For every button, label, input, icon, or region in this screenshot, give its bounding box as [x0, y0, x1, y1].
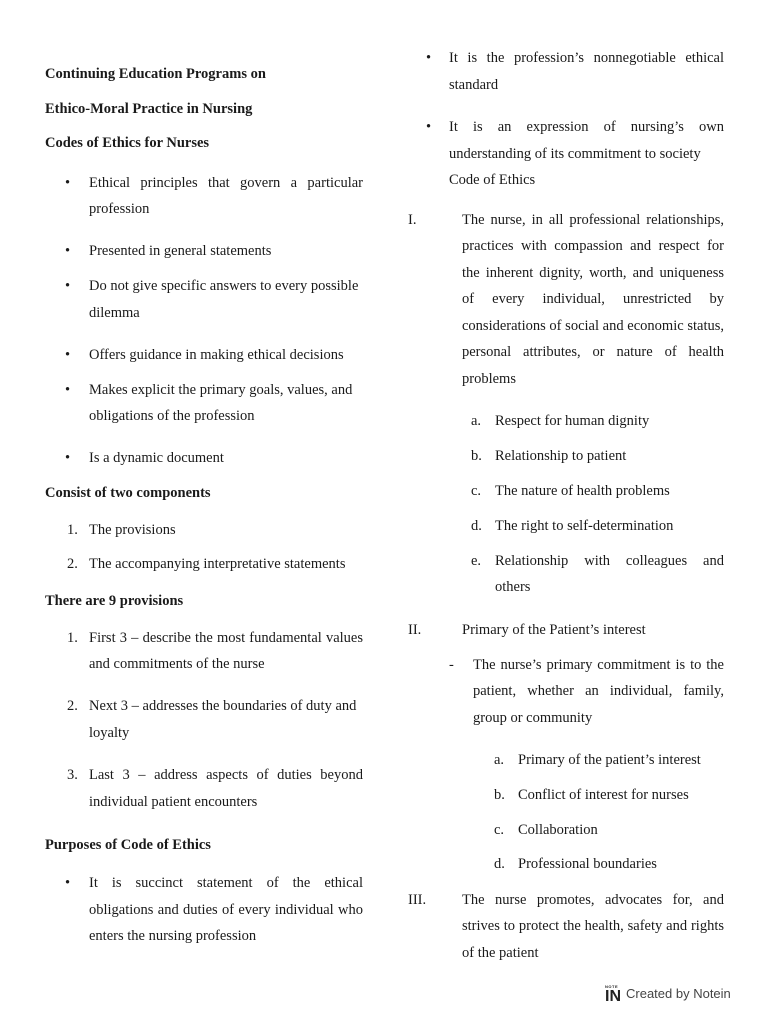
list-item: 1. First 3 – describe the most fundamental values and commitments of the nurse — [67, 629, 363, 672]
list-item: • Offers guidance in making ethical decisions — [45, 342, 363, 369]
list-item: d. The right to self-determination — [471, 517, 674, 534]
list-item: 2. The accompanying interpretative statements — [67, 555, 346, 572]
bullet-icon: • — [65, 278, 71, 294]
list-item: 1. The provisions — [67, 521, 176, 538]
list-item: • Makes explicit the primary goals, values, and obligations of the profession — [45, 377, 363, 430]
list-item: • Do not give specific answers to every possible dilemma — [45, 273, 363, 326]
purposes-bullet-list — [45, 870, 363, 950]
list-item: 3. Last 3 – address aspects of duties beyond individual patient encounters — [67, 767, 363, 810]
provision-2: II. Primary of the Patient’s interest — [408, 617, 724, 644]
bullet-icon: • — [65, 174, 71, 191]
list-item: • It is the profession’s nonnegotiable ethical standard — [408, 45, 724, 98]
code-of-ethics-label: Code of Ethics — [449, 172, 536, 188]
list-item: 2. Next 3 – addresses the boundaries of duty and loyalty — [67, 698, 357, 741]
notein-watermark — [605, 984, 731, 1004]
provision-numeral: III. — [408, 891, 427, 908]
bullet-icon: • — [65, 450, 71, 466]
bullet-icon: • — [65, 347, 71, 363]
bullet-icon: • — [426, 50, 432, 66]
heading-purposes: Purposes of Code of Ethics — [45, 836, 211, 853]
bullet-icon: • — [426, 119, 432, 135]
list-item: • Ethical principles that govern a particular profession — [45, 170, 363, 223]
provision-2-items — [408, 747, 724, 878]
list-item: • It is succinct statement of the ethical obligations and duties of every individual who enters the nursing profession — [45, 870, 363, 950]
left-column — [45, 61, 363, 950]
list-item: b. Conflict of interest for nurses — [494, 787, 689, 803]
bullet-icon: • — [65, 243, 71, 259]
document-title-line2: Ethico-Moral Practice in Nursing — [45, 101, 253, 117]
list-item: b. Relationship to patient — [471, 448, 627, 464]
list-item: c. Collaboration — [494, 821, 598, 838]
document-title-line1: Continuing Education Programs on — [45, 66, 266, 82]
list-item: c. The nature of health problems — [471, 482, 670, 499]
provision-numeral: II. — [408, 621, 422, 638]
bullet-icon: • — [65, 381, 71, 398]
heading-codes-of-ethics: Codes of Ethics for Nurses — [45, 135, 210, 151]
list-item: a. Respect for human dignity — [471, 413, 650, 429]
list-item: • Presented in general statements — [45, 238, 363, 265]
heading-components: Consist of two components — [45, 485, 211, 501]
purposes-bullet-list-continued — [408, 45, 724, 194]
list-item: • It is an expression of nursing’s own understanding of its commitment to society — [408, 114, 724, 167]
provision-2-description: - The nurse’s primary commitment is to the patient, whether an individual, family, group or community — [449, 656, 724, 726]
provision-1-items — [408, 408, 724, 601]
list-item: d. Professional boundaries — [494, 856, 657, 872]
provision-numeral: I. — [408, 211, 417, 228]
watermark-text: Created by Notein — [626, 986, 731, 1001]
right-column — [408, 45, 724, 966]
notein-logo-icon: NOTE IN — [605, 983, 621, 1005]
list-item: e. Relationship with colleagues and others — [471, 552, 724, 595]
codes-bullet-list — [45, 170, 363, 472]
provision-1: I. The nurse, in all professional relationships, practices with compassion and respect for the inherent dignity, worth, and uniqueness of every individual, unrestricted by considerations of social and economic status, personal attributes, or nature of health problems — [408, 207, 724, 393]
list-item: • Is a dynamic document — [45, 445, 363, 472]
bullet-icon: • — [65, 875, 71, 891]
heading-provisions: There are 9 provisions — [45, 593, 184, 609]
provisions-list — [45, 625, 363, 816]
list-item: a. Primary of the patient’s interest — [494, 752, 701, 768]
components-list — [45, 517, 363, 578]
provision-3: III. The nurse promotes, advocates for, and strives to protect the health, safety and rights of the patient — [408, 887, 724, 967]
